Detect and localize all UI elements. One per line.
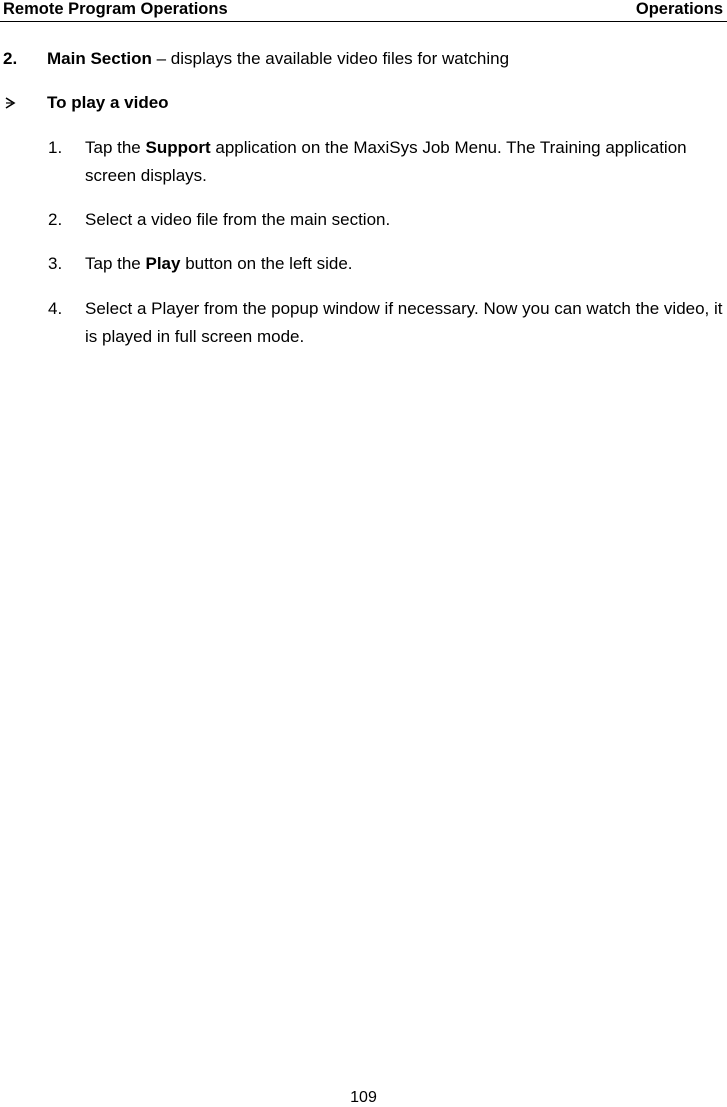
step-number: 3.	[48, 254, 63, 273]
step-number: 4.	[48, 299, 63, 318]
step-number: 1.	[48, 138, 63, 157]
section-text	[47, 49, 509, 69]
page-number: 109	[350, 1089, 377, 1106]
step-bold-term: Play	[145, 254, 181, 273]
step-text: Tap the Play button on the left side.	[85, 254, 353, 273]
section-number: 2.	[3, 49, 18, 68]
arrow-bullet-icon	[3, 96, 17, 110]
page-header	[0, 0, 727, 22]
step-bold-term: Support	[145, 138, 211, 157]
header-chapter-title: Remote Program Operations	[3, 0, 228, 18]
section-description: – displays the available video files for watching	[151, 49, 510, 68]
section-title: Main Section	[47, 49, 152, 68]
header-section-title: Operations	[635, 0, 723, 18]
procedure-title: To play a video	[47, 93, 169, 112]
step-text: Select a Player from the popup window if necessary. Now you can watch the video, it is played in full screen mode.	[85, 299, 723, 346]
step-text: Select a video file from the main section.	[85, 210, 391, 229]
step-number: 2.	[48, 210, 63, 229]
step-text: Tap the Support application on the MaxiSys Job Menu. The Training application screen displays.	[85, 138, 687, 185]
